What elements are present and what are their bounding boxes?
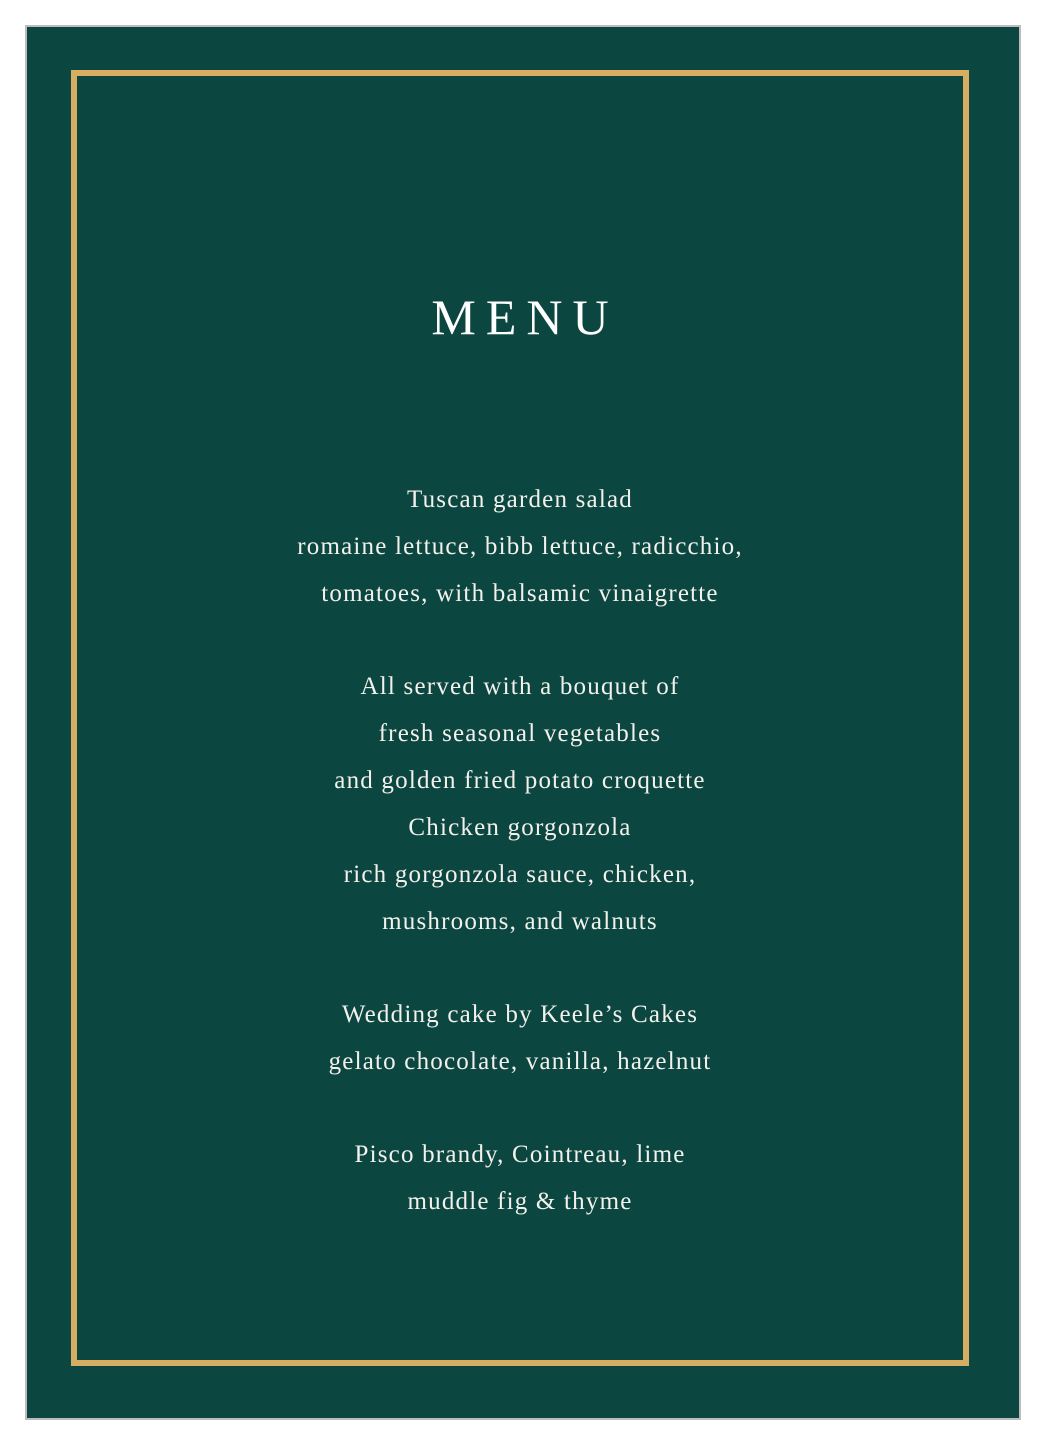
- menu-line: Wedding cake by Keele’s Cakes: [341, 1001, 699, 1028]
- menu-line: and golden fried potato croquette: [334, 767, 706, 794]
- menu-section-entree: [77, 663, 963, 945]
- menu-line: tomatoes, with balsamic vinaigrette: [321, 580, 719, 607]
- menu-body: [77, 476, 963, 1225]
- section-spacer: [77, 945, 963, 991]
- menu-line: mushrooms, and walnuts: [382, 908, 658, 935]
- menu-section-drinks: [77, 1131, 963, 1225]
- menu-line: rich gorgonzola sauce, chicken,: [343, 861, 697, 888]
- section-spacer: [77, 1085, 963, 1131]
- menu-line: muddle fig & thyme: [407, 1188, 633, 1215]
- menu-title: MENU: [431, 289, 619, 345]
- menu-section-salad: [77, 476, 963, 617]
- menu-line: Chicken gorgonzola: [408, 814, 632, 841]
- menu-line: romaine lettuce, bibb lettuce, radicchio,: [297, 533, 743, 560]
- menu-line: gelato chocolate, vanilla, hazelnut: [328, 1048, 712, 1075]
- section-spacer: [77, 617, 963, 663]
- menu-line: fresh seasonal vegetables: [378, 720, 662, 747]
- menu-section-dessert: [77, 991, 963, 1085]
- menu-line: All served with a bouquet of: [360, 673, 680, 700]
- menu-card: [25, 25, 1021, 1420]
- menu-line: Pisco brandy, Cointreau, lime: [354, 1141, 686, 1168]
- gold-frame: [71, 70, 969, 1366]
- menu-line: Tuscan garden salad: [407, 486, 633, 513]
